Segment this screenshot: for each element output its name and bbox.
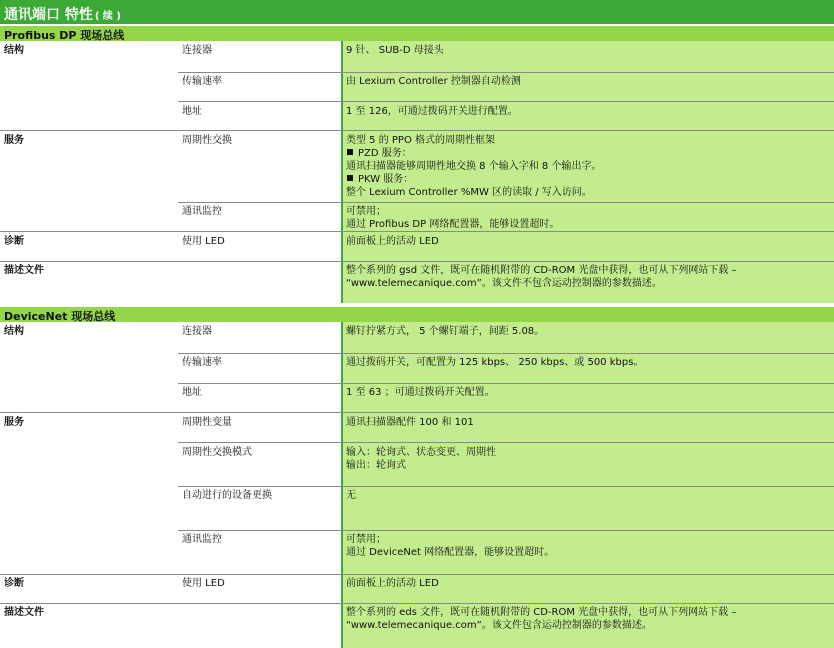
profibus-column-divider — [341, 41, 343, 303]
description-line: 整个系列的 gsd 文件，既可在随机附带的 CD-ROM 光盘中获得，也可从下列网站下载 – — [346, 265, 737, 276]
row-divider — [0, 130, 834, 131]
section-header-profibus — [0, 25, 834, 41]
section-title-devicenet: DeviceNet 现场总线 — [4, 310, 116, 323]
description-line: “www.telemecanique.com”。该文件包含运动控制器的参数描述。 — [346, 620, 652, 631]
value-cyclic-variables: 通讯扫描器配件 100 和 101 — [346, 417, 474, 428]
value-comm-monitoring — [346, 205, 559, 231]
category-structure: 结构 — [4, 326, 24, 337]
bullet-item: PKW 服务： — [346, 173, 601, 186]
page-title: 通讯端口 特性 ( 续 ) — [4, 7, 121, 23]
category-description-file: 描述文件 — [4, 265, 44, 276]
value-transfer-rate: 通过拨码开关，可配置为 125 kbps、 250 kbps、或 500 kbps。 — [346, 357, 644, 368]
cyclic-mode-line: 输出：轮询式 — [346, 460, 406, 471]
param-address: 地址 — [182, 387, 202, 398]
monitoring-line: 可禁用； — [346, 206, 386, 217]
cyclic-line: 整个 Lexium Controller %MW 区的读取 / 写入访问。 — [346, 187, 592, 198]
param-connector: 连接器 — [182, 326, 212, 337]
row-divider — [0, 603, 834, 604]
category-description-file: 描述文件 — [4, 607, 44, 618]
page-title-suffix: ( 续 ) — [94, 11, 121, 22]
value-transfer-rate: 由 Lexium Controller 控制器自动检测 — [346, 76, 521, 87]
param-cyclic-mode: 周期性交换模式 — [182, 447, 252, 458]
value-cyclic-mode — [346, 446, 496, 472]
param-cyclic-exchange: 周期性交换 — [182, 135, 232, 146]
row-divider — [178, 202, 834, 203]
value-connector: 9 针、 SUB-D 母接头 — [346, 45, 444, 56]
monitoring-line: 可禁用； — [346, 534, 386, 545]
row-divider — [178, 383, 834, 384]
page-title-bar — [0, 0, 834, 24]
value-address: 1 至 63 ；可通过拨码开关配置。 — [346, 387, 495, 398]
category-structure: 结构 — [4, 45, 24, 56]
value-address: 1 至 126，可通过拨码开关进行配置。 — [346, 106, 518, 117]
category-diagnosis: 诊断 — [4, 236, 24, 247]
param-address: 地址 — [182, 106, 202, 117]
value-description-file — [346, 264, 737, 290]
category-services: 服务 — [4, 135, 24, 146]
param-transfer-rate: 传输速率 — [182, 357, 222, 368]
row-divider — [178, 353, 834, 354]
cyclic-mode-line: 输入：轮询式、状态变更、周期性 — [346, 447, 496, 458]
cyclic-line: 类型 5 的 PPO 格式的周期性框架 — [346, 135, 496, 146]
value-led: 前面板上的活动 LED — [346, 578, 439, 589]
cyclic-line: 通讯扫描器能够周期性地交换 8 个输入字和 8 个输出字。 — [346, 161, 602, 172]
value-comm-monitoring — [346, 533, 554, 559]
param-cyclic-variables: 周期性变量 — [182, 417, 232, 428]
param-led: 使用 LED — [182, 236, 225, 247]
description-line: 整个系列的 eds 文件，既可在随机附带的 CD-ROM 光盘中获得，也可从下列网站下载 – — [346, 607, 737, 618]
monitoring-line: 通过 DeviceNet 网络配置器，能够设置超时。 — [346, 547, 555, 558]
devicenet-column-divider — [341, 322, 343, 648]
row-divider — [178, 72, 834, 73]
description-line: “www.telemecanique.com”。该文件不包含运动控制器的参数描述。 — [346, 278, 662, 289]
bullet-item: PZD 服务： — [346, 147, 601, 160]
row-divider — [0, 412, 834, 413]
category-diagnosis: 诊断 — [4, 578, 24, 589]
param-comm-monitoring: 通讯监控 — [182, 206, 222, 217]
param-auto-device-replacement: 自动进行的设备更换 — [182, 490, 272, 501]
param-led: 使用 LED — [182, 578, 225, 589]
square-bullet-icon — [347, 175, 353, 181]
row-divider — [0, 261, 834, 262]
row-divider — [0, 574, 834, 575]
param-transfer-rate: 传输速率 — [182, 76, 222, 87]
value-led: 前面板上的活动 LED — [346, 236, 439, 247]
row-divider — [178, 486, 834, 487]
value-description-file — [346, 606, 736, 632]
row-divider — [178, 442, 834, 443]
param-comm-monitoring: 通讯监控 — [182, 534, 222, 545]
row-divider — [178, 530, 834, 531]
devicenet-value-column — [342, 322, 834, 648]
value-connector: 螺钉拧紧方式， 5 个螺钉端子，间距 5.08。 — [346, 326, 545, 337]
section-header-devicenet — [0, 306, 834, 322]
value-auto-device-replacement: 无 — [346, 490, 356, 501]
value-cyclic-exchange — [346, 134, 601, 199]
section-title-profibus: Profibus DP 现场总线 — [4, 29, 125, 42]
square-bullet-icon — [347, 149, 353, 155]
category-services: 服务 — [4, 417, 24, 428]
row-divider — [0, 231, 834, 232]
monitoring-line: 通过 Profibus DP 网络配置器，能够设置超时。 — [346, 219, 560, 230]
param-connector: 连接器 — [182, 45, 212, 56]
row-divider — [178, 101, 834, 102]
